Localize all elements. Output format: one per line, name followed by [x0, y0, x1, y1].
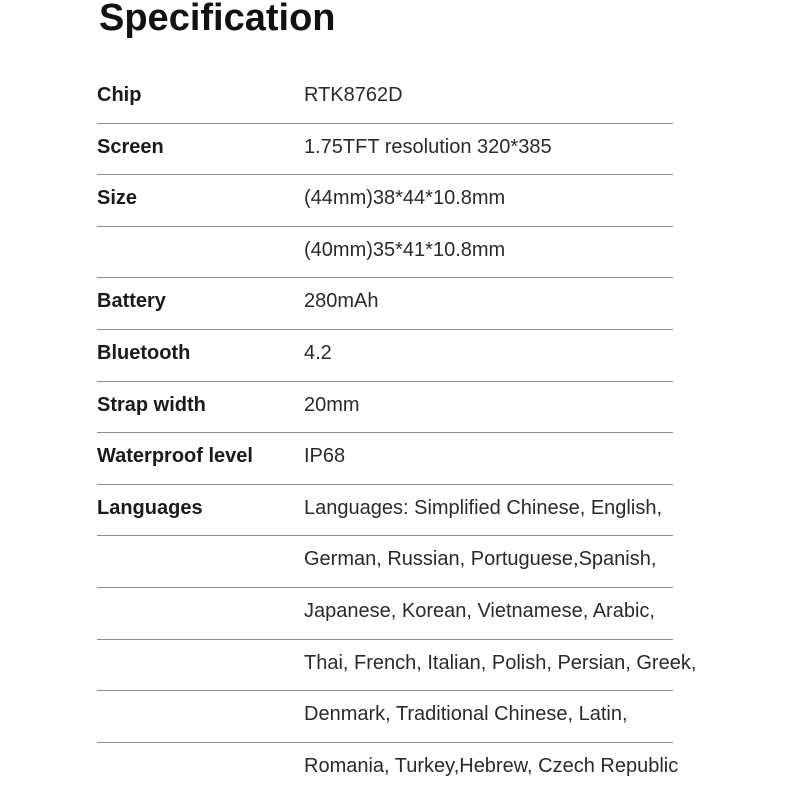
spec-label: Languages: [97, 496, 203, 519]
spec-value: Denmark, Traditional Chinese, Latin,: [304, 703, 628, 726]
spec-row-strap-width: [97, 382, 673, 434]
spec-label: Bluetooth: [97, 341, 191, 364]
spec-label: Battery: [97, 290, 166, 313]
spec-value: Languages: Simplified Chinese, English,: [304, 496, 662, 519]
spec-value: German, Russian, Portuguese,Spanish,: [304, 548, 657, 571]
spec-value: 1.75TFT resolution 320*385: [304, 135, 552, 158]
spec-value: Japanese, Korean, Vietnamese, Arabic,: [304, 599, 655, 622]
spec-row-languages-continued: [97, 743, 679, 795]
spec-value: Thai, French, Italian, Polish, Persian, Greek,: [304, 651, 697, 674]
spec-value: RTK8762D: [304, 84, 403, 106]
spec-row-languages-continued: [97, 640, 697, 692]
spec-label: Waterproof level: [97, 445, 253, 468]
spec-label: Screen: [97, 135, 164, 158]
spec-label: Size: [97, 187, 138, 210]
spec-row-size-continued: [97, 227, 673, 279]
spec-label: Chip: [97, 84, 142, 106]
spec-row-waterproof-level: [97, 433, 673, 485]
spec-row-languages: [97, 485, 673, 537]
spec-label: Strap width: [97, 393, 206, 416]
spec-value: (40mm)35*41*10.8mm: [304, 238, 506, 261]
spec-row-battery: [97, 278, 673, 330]
spec-row-chip: [97, 72, 673, 124]
spec-row-bluetooth: [97, 330, 673, 382]
spec-value: 4.2: [304, 341, 332, 364]
spec-row-size: [97, 175, 673, 227]
page-title: Specification: [99, 0, 336, 39]
spec-value: Romania, Turkey,Hebrew, Czech Republic: [304, 754, 679, 777]
spec-row-languages-continued: [97, 536, 673, 588]
spec-row-languages-continued: [97, 691, 673, 743]
spec-value: 20mm: [304, 393, 360, 416]
spec-value: 280mAh: [304, 290, 379, 313]
spec-value: (44mm)38*44*10.8mm: [304, 187, 506, 210]
spec-value: IP68: [304, 445, 346, 468]
spec-row-languages-continued: [97, 588, 673, 640]
spec-row-screen: [97, 124, 673, 176]
spec-table: [97, 72, 697, 794]
